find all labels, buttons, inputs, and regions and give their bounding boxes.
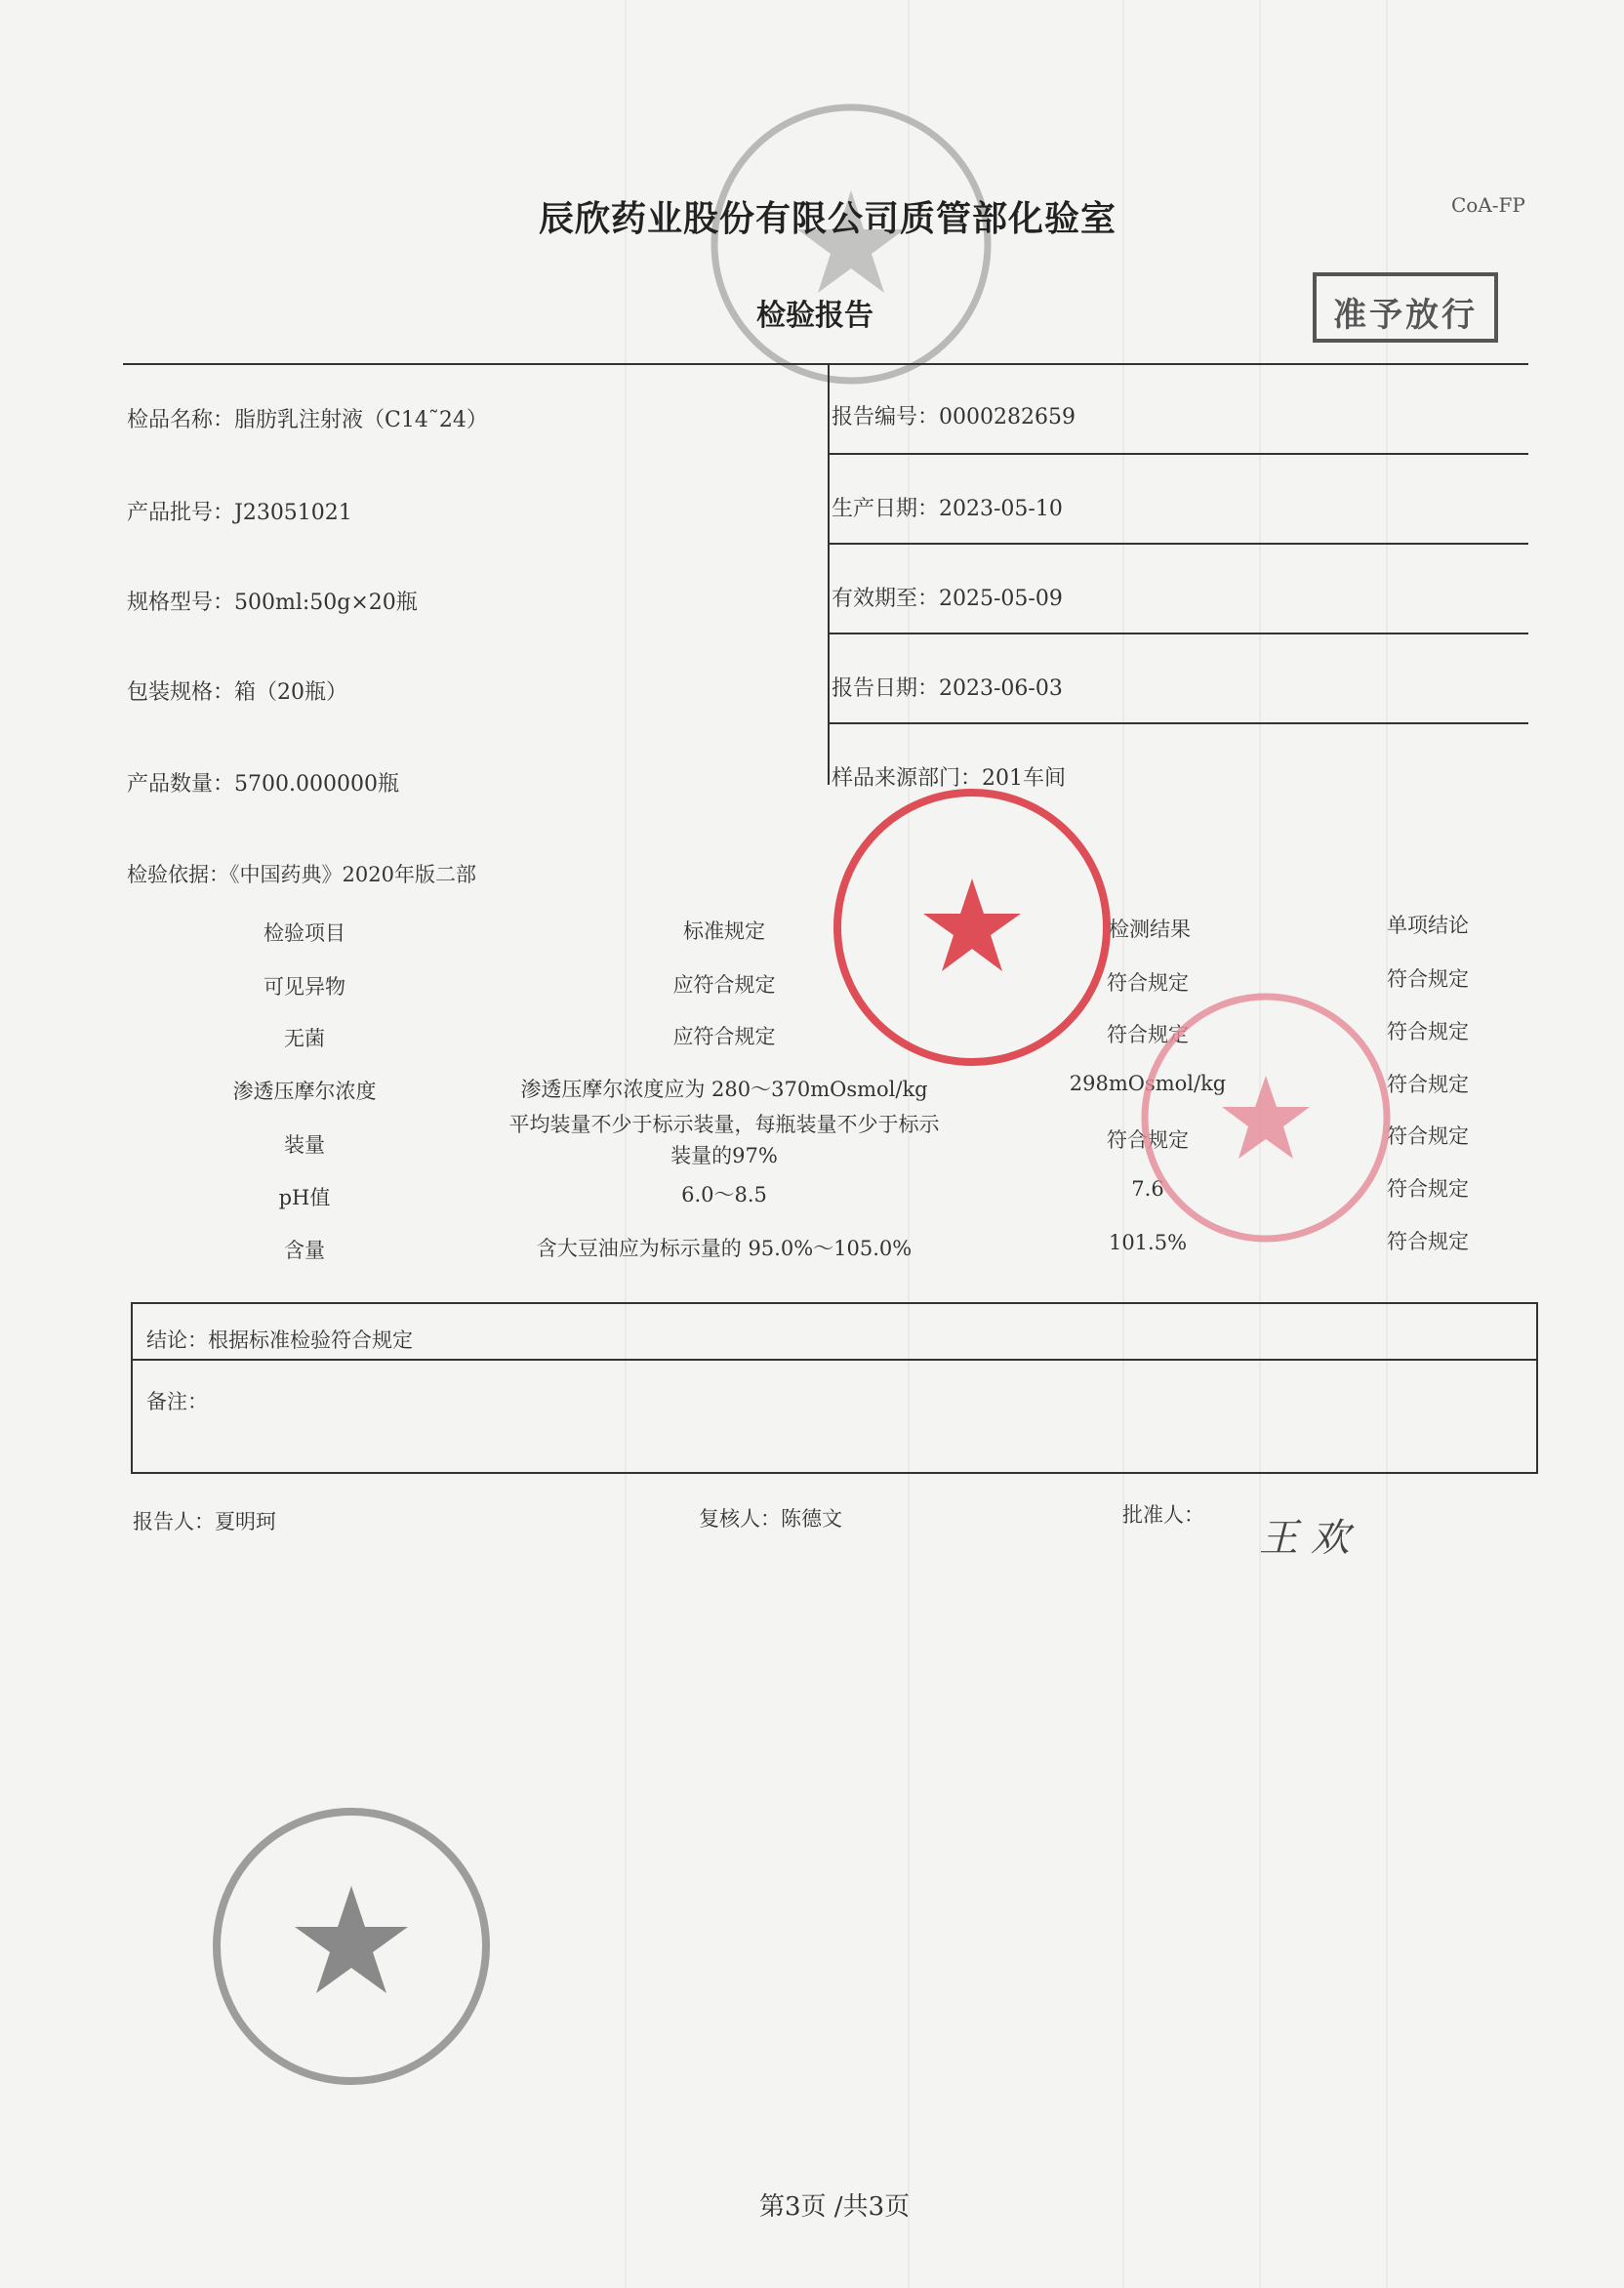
approver-label: 批准人： xyxy=(1122,1503,1204,1527)
cell-item: 无菌 xyxy=(284,1027,325,1050)
cell-conclusion: 符合规定 xyxy=(1387,967,1469,991)
page-number: 第3页 /共3页 xyxy=(759,2192,911,2222)
cell-standard: 平均装量不少于标示装量，每瓶装量不少于标示 xyxy=(508,1113,940,1136)
cell-standard: 应符合规定 xyxy=(672,1025,776,1048)
cell-standard: 应符合规定 xyxy=(672,973,776,997)
expiry-date-field: 有效期至：2025-05-09 xyxy=(832,587,1063,611)
quantity-field: 产品数量：5700.000000瓶 xyxy=(127,772,399,797)
specification-field: 规格型号：500ml:50g×20瓶 xyxy=(127,591,418,615)
cell-conclusion: 符合规定 xyxy=(1387,1073,1469,1096)
cell-result: 101.5% xyxy=(1108,1231,1188,1254)
cell-item: 可见异物 xyxy=(264,975,345,999)
cell-standard-continued: 装量的97% xyxy=(670,1144,778,1167)
page-title: 辰欣药业股份有限公司质管部化验室 xyxy=(539,198,1117,239)
test-basis: 检验依据：《中国药典》2020年版二部 xyxy=(127,863,476,886)
batch-number-field: 产品批号：J23051021 xyxy=(127,501,352,525)
packaging-field: 包装规格：箱（20瓶） xyxy=(127,680,347,705)
cell-conclusion: 符合规定 xyxy=(1387,1230,1469,1253)
quality-department-stamp-bottom xyxy=(205,1800,498,2093)
header-result: 检测结果 xyxy=(1109,918,1191,941)
release-stamp-label: 准予放行 xyxy=(1333,296,1478,335)
report-number-field: 报告编号：0000282659 xyxy=(832,405,1076,429)
reporter-signature: 报告人：夏明珂 xyxy=(133,1510,276,1533)
cell-conclusion: 符合规定 xyxy=(1387,1124,1469,1148)
cell-result: 符合规定 xyxy=(1107,1023,1189,1046)
info-top-rule xyxy=(123,363,1528,365)
qc-department-stamp xyxy=(705,98,997,390)
quality-management-stamp xyxy=(1134,986,1398,1249)
cell-result: 符合规定 xyxy=(1107,971,1189,995)
report-subtitle: 检验报告 xyxy=(756,299,873,333)
cell-item: 含量 xyxy=(284,1239,325,1262)
cell-result: 298mOsmol/kg xyxy=(1069,1072,1227,1095)
product-name-field: 检品名称：脂肪乳注射液（C14˜24） xyxy=(127,408,488,432)
sample-source-field: 样品来源部门：201车间 xyxy=(832,766,1066,791)
cell-standard: 渗透压摩尔浓度应为 280～370mOsmol/kg xyxy=(520,1078,928,1101)
cell-conclusion: 符合规定 xyxy=(1387,1020,1469,1043)
cell-item: 装量 xyxy=(284,1133,325,1157)
conclusion-text: 结论：根据标准检验符合规定 xyxy=(146,1328,413,1352)
red-inspection-stamp xyxy=(826,781,1118,1074)
header-item: 检验项目 xyxy=(264,921,345,945)
production-date-field: 生产日期：2023-05-10 xyxy=(832,497,1063,521)
cell-conclusion: 符合规定 xyxy=(1387,1177,1469,1201)
approver-handwritten-signature: 王 欢 xyxy=(1259,1516,1350,1561)
document-code: CoA-FP xyxy=(1451,193,1525,217)
header-standard: 标准规定 xyxy=(683,919,765,943)
cell-standard: 含大豆油应为标示量的 95.0%～105.0% xyxy=(536,1237,913,1260)
cell-item: 渗透压摩尔浓度 xyxy=(232,1080,377,1103)
remarks-label: 备注： xyxy=(146,1390,208,1413)
header-conclusion: 单项结论 xyxy=(1387,914,1469,937)
cell-result: 符合规定 xyxy=(1107,1128,1189,1152)
report-date-field: 报告日期：2023-06-03 xyxy=(832,676,1063,701)
reviewer-signature: 复核人：陈德文 xyxy=(699,1507,842,1531)
release-approved-stamp xyxy=(1313,272,1498,343)
cell-standard: 6.0～8.5 xyxy=(681,1183,767,1206)
cell-item: pH值 xyxy=(278,1186,331,1209)
cell-result: 7.6 xyxy=(1131,1177,1164,1201)
